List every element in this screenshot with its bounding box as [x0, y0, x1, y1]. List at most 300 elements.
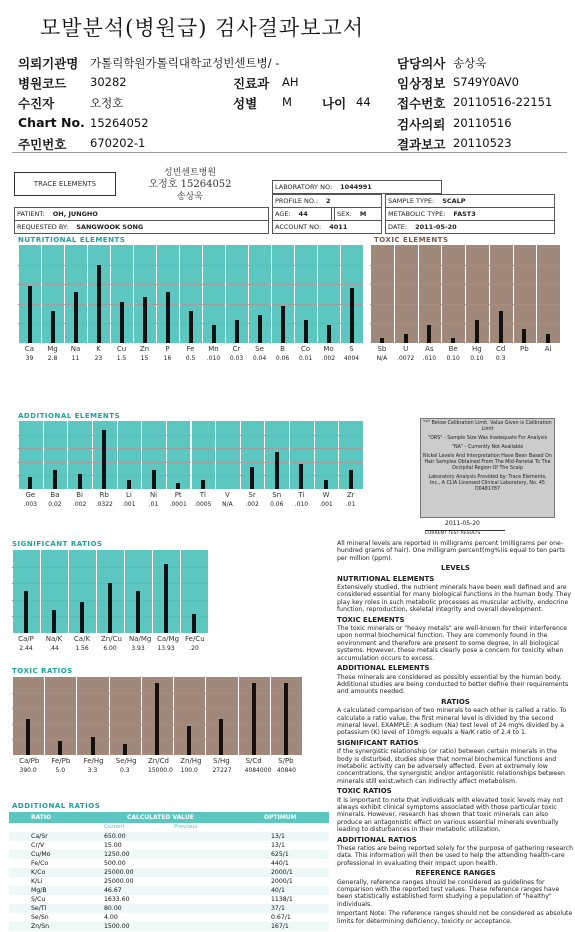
- ratio-value: 1500.00: [104, 923, 130, 930]
- chart-bar: [136, 591, 140, 633]
- chart-category-label: Mo: [323, 345, 334, 353]
- chart-value-label: .010: [206, 355, 221, 362]
- chart-value-label: .001: [122, 501, 136, 508]
- header-label: 접수번호: [397, 96, 446, 111]
- chart-value-label: 0.06: [275, 355, 290, 362]
- ratio-value: 46.67: [104, 887, 122, 894]
- chart-category-label: V: [225, 491, 230, 499]
- chart-category-label: S/Pb: [278, 757, 294, 765]
- ratio-name: K/Co: [31, 869, 46, 876]
- chart-category-label: Zr: [346, 491, 355, 499]
- table-row: [9, 832, 329, 841]
- chart-category-label: Zn/Cd: [148, 757, 169, 765]
- chart-bar: [258, 315, 262, 343]
- chart-category-label: W: [322, 491, 330, 499]
- report-field: [272, 194, 382, 208]
- report-field-label: SEX:: [337, 210, 352, 218]
- chart-bar: [349, 470, 353, 489]
- chart-bar: [28, 477, 32, 489]
- report-field-label: ACCOUNT NO:: [275, 223, 322, 231]
- chart-category-label: Ba: [50, 491, 60, 499]
- report-field: [385, 194, 555, 208]
- chart-category-label: Cd: [495, 345, 506, 353]
- report-field-value: 44: [298, 210, 308, 218]
- chart-value-label: .20: [189, 645, 199, 652]
- report-field-value: 1044991: [340, 183, 372, 191]
- chart-bar: [275, 452, 279, 489]
- chart-category-label: Be: [448, 345, 458, 353]
- section-heading: NUTRITIONAL ELEMENTS: [337, 574, 435, 583]
- chart-bar: [74, 292, 78, 343]
- header-label: Chart No.: [18, 115, 85, 130]
- chart-value-label: .0005: [194, 501, 212, 508]
- ratio-name: Zn/Sn: [31, 923, 50, 930]
- chart-bar: [380, 338, 384, 343]
- report-field-label: DATE:: [388, 223, 408, 231]
- header-value: 44: [356, 95, 371, 109]
- table-row: [9, 886, 329, 895]
- ratio-optimum: 13/1: [271, 833, 285, 840]
- toxic-ratios-chart: [12, 677, 302, 777]
- chart-bar: [97, 265, 101, 343]
- chart-value-label: 0.10: [446, 355, 460, 362]
- chart-category-label: S/Cd: [245, 757, 262, 765]
- report-field-value: FAST3: [453, 210, 476, 218]
- chart-category-label: Na/Mg: [129, 635, 152, 643]
- ratio-name: Fe/Co: [31, 860, 49, 867]
- header-value: M: [282, 95, 292, 109]
- chart-category-label: Cu: [116, 345, 127, 353]
- chart-category-label: Ni: [149, 491, 158, 499]
- chart-value-label: 0.3: [119, 767, 130, 774]
- ratio-optimum: 2000/1: [271, 878, 293, 885]
- ratio-value: 1633.60: [104, 896, 130, 903]
- chart-category-label: Na/K: [45, 635, 63, 643]
- header-value: S749Y0AV0: [453, 75, 519, 89]
- ratio-name: Cr/V: [31, 842, 45, 849]
- chart-bar: [102, 430, 106, 489]
- header-label: 임상정보: [397, 76, 446, 91]
- chart-bar: [108, 583, 112, 633]
- chart-value-label: .001: [319, 501, 333, 508]
- section-heading: REFERENCE RANGES: [415, 869, 496, 878]
- chart-category-label: Ca/Mg: [157, 635, 180, 643]
- ratio-value: 25000.00: [104, 878, 134, 885]
- header-value: AH: [282, 75, 299, 89]
- chart-value-label: 0.10: [470, 355, 484, 362]
- ratio-optimum: 1138/1: [271, 896, 293, 903]
- ratio-value: 500.00: [104, 860, 126, 867]
- chart-bar: [451, 338, 455, 343]
- ratio-name: Ca/Sr: [31, 833, 48, 840]
- ratio-value: 80.00: [104, 905, 122, 912]
- chart-bar: [166, 292, 170, 343]
- chart-value-label: 0.5: [185, 355, 196, 362]
- chart-bar: [192, 614, 196, 633]
- chart-bar: [155, 683, 159, 755]
- chart-value-label: .002: [72, 501, 87, 508]
- header-value: 송상욱: [453, 56, 487, 70]
- report-field-label: LABORATORY NO:: [275, 183, 333, 191]
- report-field: [385, 220, 555, 234]
- chart-value-label: 0.04: [252, 355, 267, 362]
- report-field-label: PROFILE NO.:: [275, 197, 318, 205]
- chart-bar: [304, 320, 308, 343]
- chart-bar: [24, 591, 28, 633]
- chart-bar: [176, 483, 180, 489]
- gridline: [18, 435, 363, 436]
- chart-category-label: Tl: [199, 491, 206, 499]
- chart-bar: [127, 480, 131, 489]
- chart-value-label: 4084000: [244, 767, 272, 774]
- chart-value-label: 100.0: [180, 767, 198, 774]
- chart-value-label: 27227: [212, 767, 232, 774]
- ratio-name: S/Cu: [31, 896, 46, 903]
- section-heading: ADDITIONAL ELEMENTS: [337, 664, 430, 673]
- table-row: [9, 850, 329, 859]
- chart-value-label: 0.01: [298, 355, 313, 362]
- report-field-label: METABOLIC TYPE:: [388, 210, 446, 218]
- ratio-value: 650.00: [104, 833, 126, 840]
- chart-category-label: Se: [255, 345, 264, 353]
- gridline: [18, 284, 363, 285]
- chart-bar: [299, 464, 303, 489]
- ratio-value: 1250.00: [104, 851, 130, 858]
- chart-value-label: .0072: [397, 355, 415, 362]
- chart-bar: [164, 564, 168, 633]
- chart-category-label: Ti: [298, 491, 305, 499]
- report-field-value: 4011: [329, 223, 348, 231]
- chart-bar: [235, 320, 239, 343]
- gridline: [370, 284, 560, 285]
- chart-value-label: 1.5: [116, 355, 127, 362]
- toxic-label: TOXIC ELEMENTS: [374, 236, 449, 244]
- chart-category-label: Cr: [232, 345, 241, 353]
- chart-value-label: .0001: [169, 501, 187, 508]
- chart-category-label: Mg: [47, 345, 58, 353]
- significant-ratios-chart: [12, 550, 208, 655]
- ratio-optimum: 625/1: [271, 851, 289, 858]
- section-heading: TOXIC ELEMENTS: [337, 615, 405, 624]
- chart-bar: [522, 329, 526, 343]
- chart-bar: [427, 325, 431, 343]
- legend-box: "*" Below Calibration Limit, Value Given is Calibration Limit "ORS" - Sample Size Was Inadequate For Analysis "NA" - Currently Not Available Nickel Levels And Interpretation Have Been Based On Hair Samples Obtained From The Mid-Parietal To The Occipital Region Of The Scalp Laboratory Analysis Provided by: Trace Elements, Inc., A CLIA Licensed Clinical Laboratory, No. 45 D0481787: [420, 418, 555, 518]
- gridline: [18, 265, 363, 266]
- ratio-value: 4.00: [104, 914, 118, 921]
- chart-bar: [189, 311, 193, 343]
- chart-category-label: Fe/Pb: [51, 757, 71, 765]
- chart-bar: [284, 683, 288, 755]
- ratio-optimum: 40/1: [271, 887, 285, 894]
- report-field: [272, 220, 382, 234]
- section-text: Important Note: The reference ranges should not be considered as absolute limits for determining deficiency, toxicity or acceptance.: [337, 910, 573, 925]
- chart-bar: [51, 311, 55, 343]
- chart-value-label: 23: [94, 355, 103, 362]
- chart-bar: [143, 297, 147, 343]
- chart-value-label: .003: [23, 501, 37, 508]
- header-value: 가톨릭학원가톨릭대학교성빈센트병/ -: [90, 56, 280, 70]
- chart-value-label: 4004: [343, 355, 360, 362]
- header-label: 담당의사: [397, 56, 446, 71]
- header-value: 670202-1: [90, 136, 146, 150]
- chart-value-label: .44: [49, 645, 59, 652]
- chart-value-label: 13.93: [157, 645, 175, 652]
- chart-bar: [152, 470, 156, 489]
- chart-category-label: P: [165, 345, 170, 353]
- page-title: 모발분석(병원급) 검사결과보고서: [40, 16, 365, 40]
- report-field: [14, 220, 269, 234]
- lab-logo: TRACE ELEMENTS: [14, 172, 116, 196]
- chart-bar: [201, 480, 205, 489]
- chart-category-label: Hg: [472, 345, 482, 353]
- chart-category-label: Zn: [139, 345, 150, 353]
- table-row: [9, 868, 329, 877]
- chart-value-label: N/A: [376, 355, 388, 362]
- header-label: 나이: [322, 96, 347, 111]
- ratio-value: 15.00: [104, 842, 122, 849]
- gridline: [18, 304, 363, 305]
- header-label: 주민번호: [18, 137, 67, 152]
- chart-category-label: S: [349, 345, 354, 353]
- report-field-value: SCALP: [442, 197, 466, 205]
- chart-column: [370, 245, 394, 343]
- report-field-value: 2: [325, 197, 331, 205]
- header-label: 진료과: [233, 76, 270, 91]
- chart-value-label: 0.03: [229, 355, 244, 362]
- chart-category-label: Bi: [76, 491, 83, 499]
- ratio-name: Mg/B: [31, 887, 47, 894]
- ratio-value: 25000.00: [104, 869, 134, 876]
- chart-value-label: 1.56: [75, 645, 89, 652]
- report-field-value: M: [359, 210, 367, 218]
- report-field-value: 2011-05-20: [415, 223, 457, 231]
- section-text: The toxic minerals or "heavy metals" are well-known for their interference upon normal biochemical function. They are commonly found in the environment and therefore are present to some degree, in all biological systems. However, these metals clearly pose a concern for toxicity when accumulation occurs to excess.: [337, 625, 568, 662]
- chart-category-label: Sr: [248, 491, 256, 499]
- header-value: 15264052: [90, 116, 149, 130]
- chart-category-label: Ca/P: [18, 635, 34, 643]
- chart-bar: [499, 311, 503, 343]
- chart-bar: [327, 325, 331, 343]
- header-value: 오정호: [90, 96, 124, 110]
- chart-bar: [123, 744, 127, 755]
- header-label: 의뢰기관명: [18, 56, 79, 71]
- chart-value-label: 2.44: [19, 645, 33, 652]
- significant-ratios-label: SIGNIFICANT RATIOS: [12, 540, 103, 548]
- nutritional-chart: [18, 245, 363, 365]
- chart-value-label: N/A: [222, 501, 233, 508]
- chart-category-label: Fe: [186, 345, 195, 353]
- chart-bar: [546, 334, 550, 343]
- report-field-value: SANGWOOK SONG: [76, 223, 144, 231]
- report-field-label: REQUESTED BY:: [17, 223, 69, 231]
- gridline: [18, 462, 363, 463]
- chart-value-label: .01: [148, 501, 159, 508]
- chart-value-label: .010: [422, 355, 437, 362]
- chart-category-label: Co: [300, 345, 311, 353]
- chart-value-label: 15: [140, 355, 149, 362]
- section-text: These ratios are being reported solely for the purpose of gathering research data. This information will then be used to help the attending health-care professional in evaluating their impact upon health.: [337, 845, 574, 867]
- chart-category-label: Ca/K: [73, 635, 91, 643]
- gridline: [18, 448, 363, 449]
- report-field-value: OH, JUNGHO: [52, 210, 98, 218]
- chart-bar: [212, 325, 216, 343]
- additional-chart: [18, 421, 363, 511]
- legend-current: CURRENT TEST RESULTS: [425, 530, 505, 536]
- header-label: 성별: [233, 96, 258, 111]
- table-row: [9, 904, 329, 913]
- header-value: 20110516: [453, 116, 512, 130]
- chart-category-label: Se/Hg: [115, 757, 137, 765]
- handwritten-notes: 성빈센트병원 오정호 15264052 송상욱: [148, 168, 232, 202]
- chart-value-label: 40840: [276, 767, 296, 774]
- table-row: [9, 877, 329, 886]
- gridline: [370, 323, 560, 324]
- chart-category-label: K: [96, 345, 101, 353]
- section-text: Generally, reference ranges should be considered as guidelines for comparison with the reported test values. These reference ranges have been statistically established form studying a population of "healthy" individuals.: [337, 878, 560, 908]
- ratio-optimum: 167/1: [271, 923, 289, 930]
- report-field: [334, 207, 382, 221]
- report-field: [385, 207, 555, 221]
- chart-bar: [80, 602, 84, 633]
- report-field-label: AGE:: [275, 210, 291, 218]
- ratio-optimum: 0.67/1: [271, 914, 291, 921]
- report-field: [272, 180, 442, 194]
- legend-date: 2011-05-20: [445, 520, 480, 527]
- chart-category-label: Zn/Hg: [180, 757, 202, 765]
- chart-value-label: 390.0: [19, 767, 37, 774]
- header-label: 검사의뢰: [397, 117, 446, 132]
- ratio-optimum: 440/1: [271, 860, 289, 867]
- chart-category-label: Pb: [520, 345, 529, 353]
- header-value: 30282: [90, 75, 127, 89]
- chart-bar: [53, 470, 57, 489]
- chart-category-label: Sn: [272, 491, 282, 499]
- ratio-name: Cu/Mo: [31, 851, 51, 858]
- header-label: 수진자: [18, 96, 55, 111]
- section-heading: TOXIC RATIOS: [337, 787, 392, 796]
- chart-value-label: 0.3: [495, 355, 506, 362]
- chart-bar: [58, 741, 62, 755]
- header-label: 결과보고: [397, 137, 446, 152]
- gridline: [18, 475, 363, 476]
- report-field-label: SAMPLE TYPE:: [388, 197, 435, 205]
- chart-value-label: .002: [321, 355, 336, 362]
- chart-value-label: 11: [71, 355, 80, 362]
- chart-category-label: Ge: [25, 491, 36, 499]
- additional-ratios-label: ADDITIONAL RATIOS: [12, 802, 101, 810]
- chart-value-label: .002: [245, 501, 259, 508]
- section-text: All mineral levels are reported in milligrams percent (milligrams per one-hundred grams of hair). One milligram percent(mg%)is equal to ten parts per million (ppm).: [337, 540, 565, 562]
- additional-ratios-subheader: Current Previous: [104, 824, 198, 830]
- chart-value-label: 3.3: [87, 767, 98, 774]
- chart-bar: [28, 286, 32, 343]
- chart-column: [215, 421, 240, 489]
- chart-bar: [26, 719, 30, 755]
- toxic-chart: [370, 245, 560, 365]
- section-text: Extensively studied, the nutrient minerals have been well defined and are considered essential for many biological functions in the human body. They play key roles in such metabolic processes as muscular activity, endocrine function, reproduction, skeletal integrity and overall development.: [337, 584, 572, 614]
- chart-category-label: Ca/Pb: [19, 757, 40, 765]
- chart-category-label: Fe/Hg: [83, 757, 104, 765]
- chart-category-label: Fe/Cu: [185, 635, 205, 643]
- report-field: [14, 207, 269, 221]
- chart-bar: [250, 467, 254, 489]
- chart-value-label: 3.93: [131, 645, 145, 652]
- chart-value-label: 39: [25, 355, 34, 362]
- section-heading: LEVELS: [441, 564, 470, 573]
- gridline: [12, 567, 208, 568]
- section-text: It is important to note that individuals with elevated toxic levels may not always exhibit clinical symptoms associated with those particular toxic minerals. However, research has shown that toxic minerals can also produce an antagonistic effect on various essential minerals eventually leading to disturbances in their metabolic utilization.: [337, 796, 563, 834]
- chart-bar: [281, 306, 285, 343]
- chart-column: [394, 245, 418, 343]
- chart-bar: [350, 288, 354, 343]
- header-label: 병원코드: [18, 76, 67, 91]
- ratio-optimum: 37/1: [271, 905, 285, 912]
- section-heading: RATIOS: [441, 697, 470, 706]
- ratio-name: Se/Sn: [31, 914, 49, 921]
- chart-value-label: 15000.0: [148, 767, 173, 774]
- gridline: [370, 304, 560, 305]
- section-text: If the synergistic relationship (or ratio) between certain minerals in the body is disturbed, studies show that normal biochemical functions and metabolic activity can be adversely affected. Even at extremely low concentrations, the synergistic and/or antagonistic relationships between minerals still exist,which can indirectly affect metabolism.: [337, 748, 565, 785]
- gridline: [370, 265, 560, 266]
- chart-category-label: Mn: [208, 345, 219, 353]
- chart-bar: [404, 334, 408, 343]
- chart-category-label: Rb: [99, 491, 109, 499]
- chart-category-label: Na: [70, 345, 81, 353]
- chart-category-label: Pt: [174, 491, 182, 499]
- chart-bar: [252, 683, 256, 755]
- ratio-optimum: 13/1: [271, 842, 285, 849]
- chart-category-label: Al: [544, 345, 552, 353]
- section-heading: SIGNIFICANT RATIOS: [337, 738, 419, 747]
- chart-bar: [78, 474, 82, 490]
- explanation-text: [337, 540, 574, 927]
- table-row: [9, 922, 329, 931]
- chart-value-label: 6.00: [103, 645, 117, 652]
- ratio-name: K/Li: [31, 878, 43, 885]
- chart-bar: [324, 480, 328, 489]
- chart-category-label: Sb: [377, 345, 387, 353]
- additional-label: ADDITIONAL ELEMENTS: [18, 412, 121, 420]
- table-row: [9, 841, 329, 850]
- section-heading: ADDITIONAL RATIOS: [337, 835, 417, 844]
- chart-category-label: B: [280, 345, 285, 353]
- additional-ratios-header: RATIO CALCULATED VALUE OPTIMUM: [9, 812, 329, 823]
- header-value: 20110523: [453, 136, 512, 150]
- table-row: [9, 859, 329, 868]
- chart-category-label: As: [425, 345, 434, 353]
- chart-value-label: .010: [294, 501, 309, 508]
- chart-value-label: 0.02: [48, 501, 62, 508]
- chart-bar: [219, 719, 223, 755]
- report-field-label: PATIENT:: [17, 210, 45, 218]
- report-field: [272, 207, 332, 221]
- table-row: [9, 913, 329, 922]
- chart-value-label: 16: [163, 355, 172, 362]
- chart-value-label: 2.8: [47, 355, 58, 362]
- chart-value-label: 5.0: [55, 767, 66, 774]
- section-text: These minerals are considered as possibly essential by the human body. Additional studies are being conducted to better define their requirements and amounts needed.: [337, 673, 569, 696]
- chart-column: [536, 245, 560, 343]
- chart-bar: [91, 737, 95, 755]
- chart-bar: [475, 320, 479, 343]
- chart-category-label: S/Hg: [213, 757, 230, 765]
- nutritional-label: NUTRITIONAL ELEMENTS: [18, 236, 126, 244]
- table-row: [9, 895, 329, 904]
- chart-value-label: .0322: [95, 501, 113, 508]
- header-value: 20110516-22151: [453, 95, 553, 109]
- chart-bar: [52, 610, 56, 633]
- chart-bar: [187, 726, 191, 755]
